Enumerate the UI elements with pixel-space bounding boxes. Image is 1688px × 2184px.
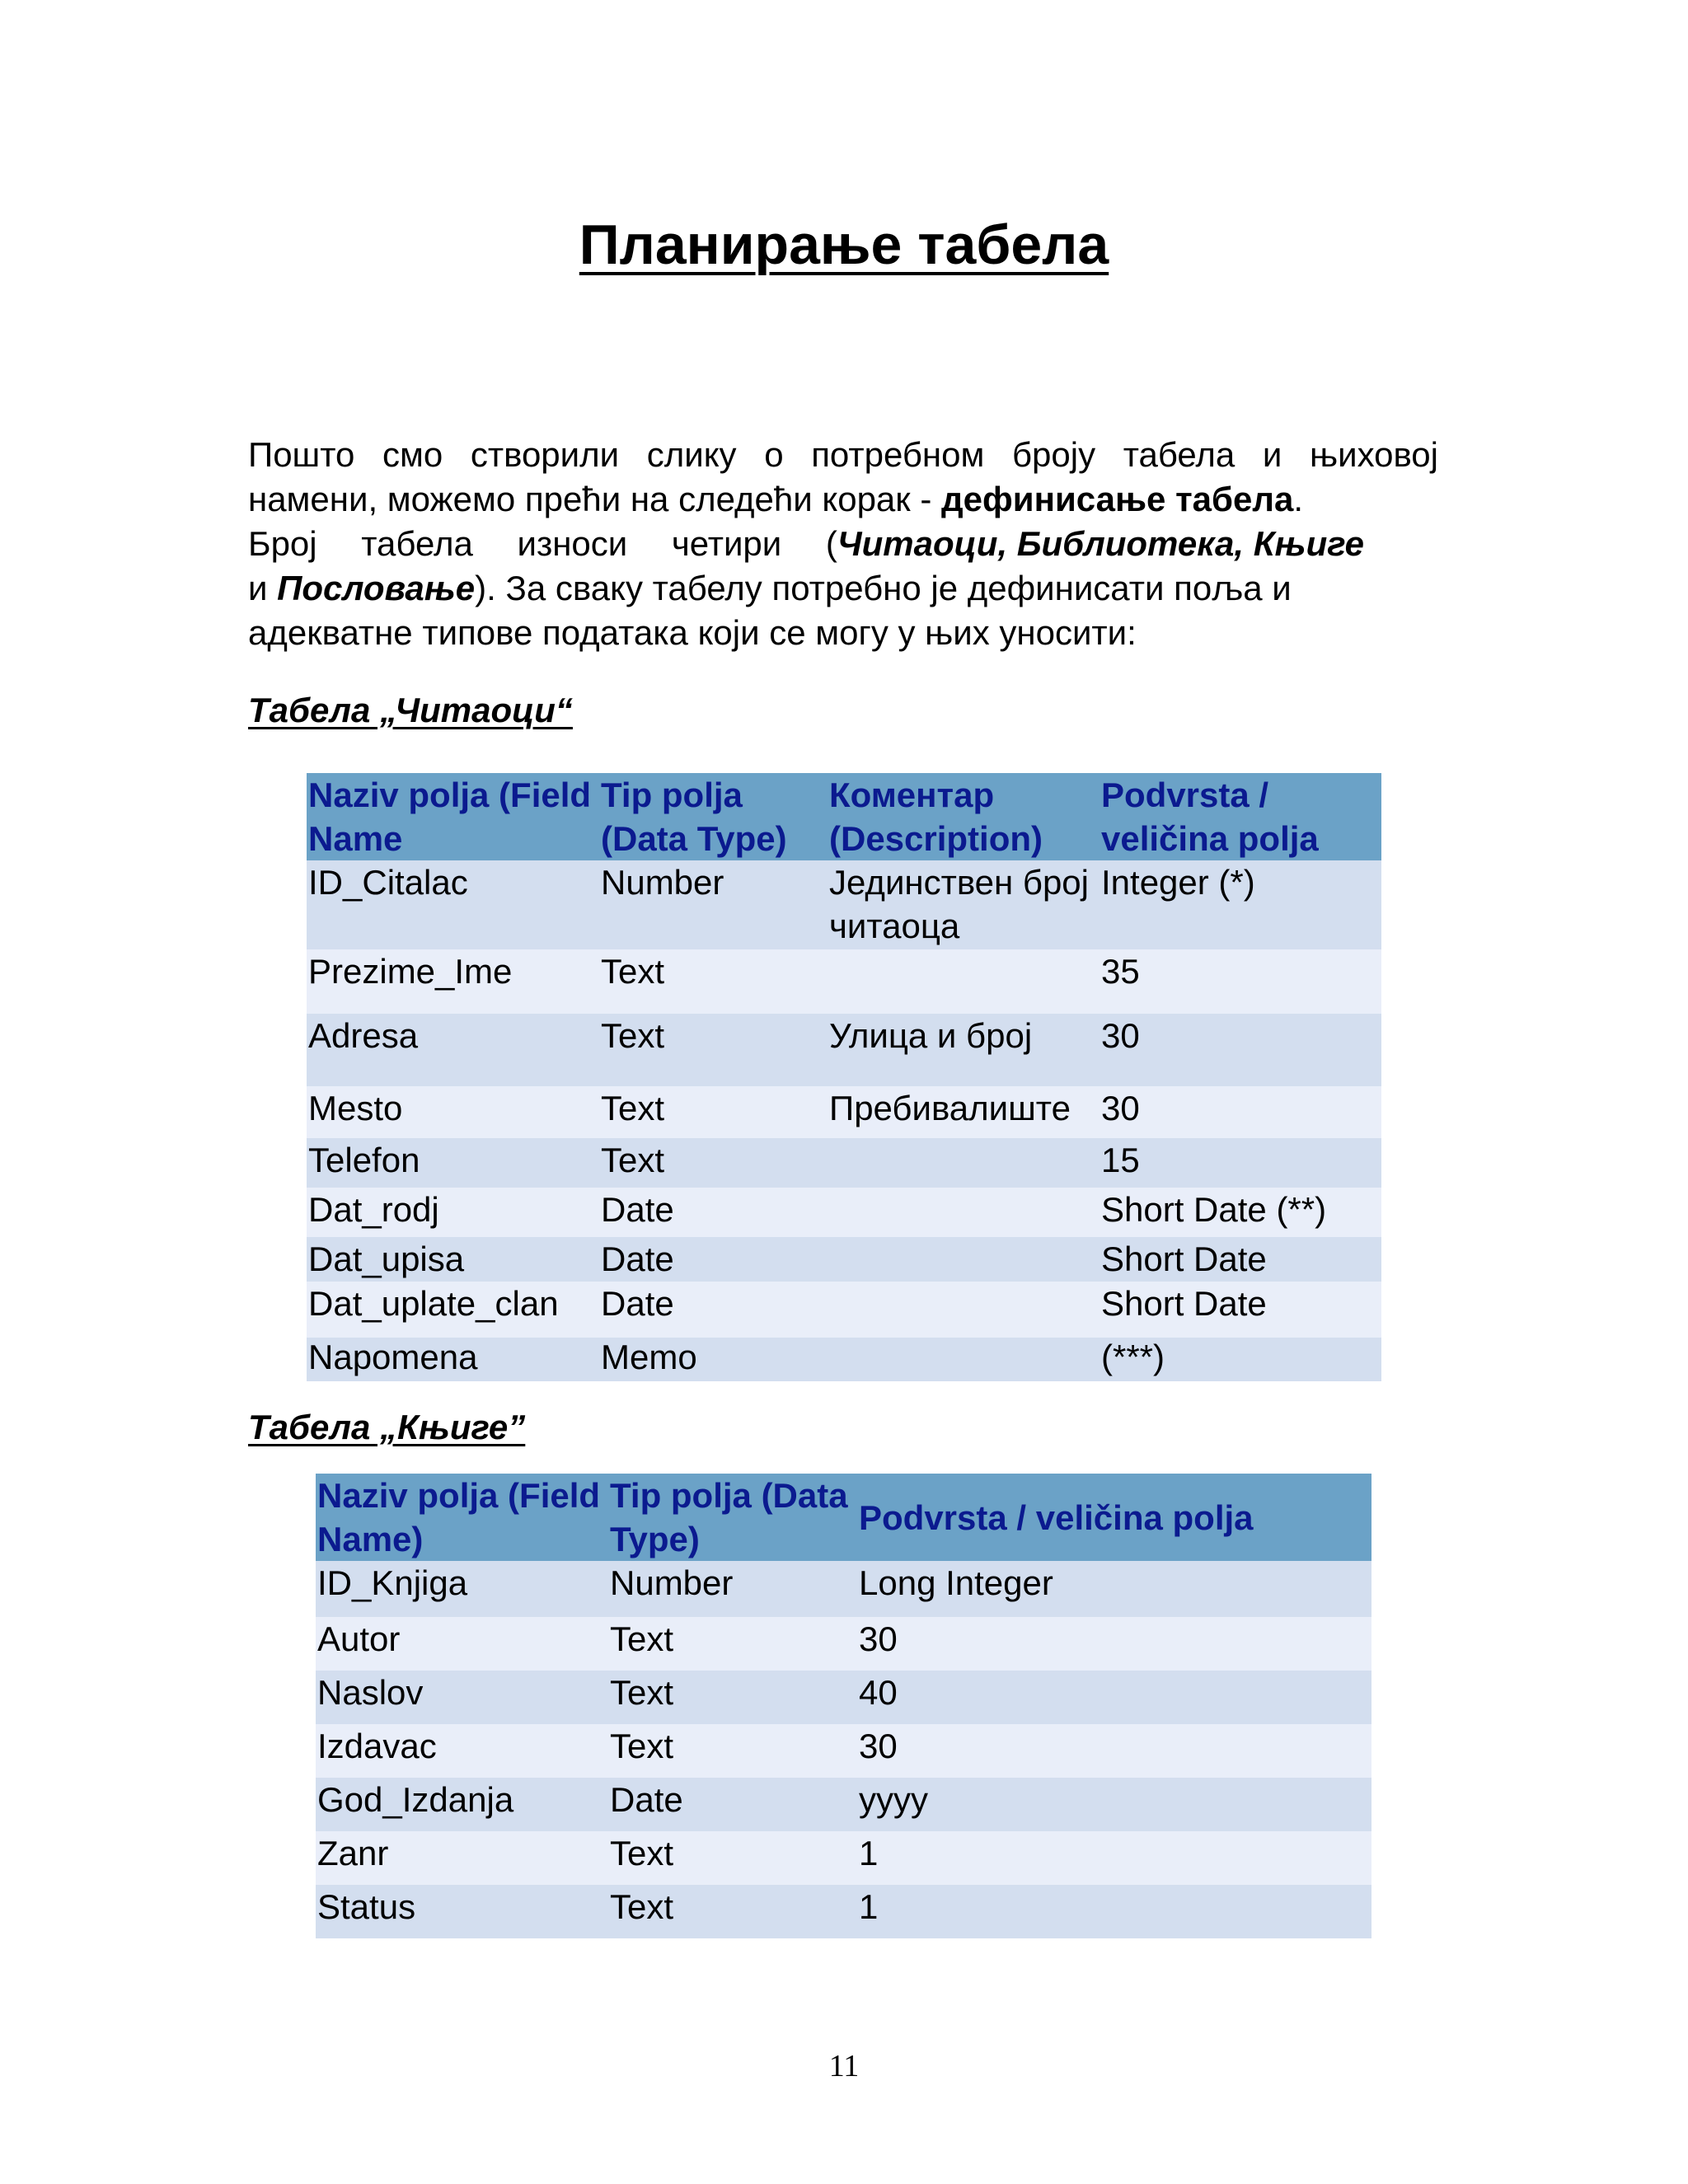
cell-description [828,1188,1100,1237]
table-row [316,1724,1372,1778]
table-row [316,1831,1372,1885]
intro-text: ). За сваку табелу потребно је дефинисати поља и [475,569,1292,607]
table-row [307,860,1381,949]
cell-size: 30 [857,1617,1372,1671]
readers-table [307,773,1381,1381]
table-row [316,1561,1372,1617]
cell-data-type: Text [599,1138,828,1188]
cell-field-name: Naslov [316,1671,608,1724]
table-row [316,1617,1372,1671]
cell-data-type: Text [608,1724,857,1778]
page-title: Планирање табела [579,213,1109,276]
cell-description: Улица и број [828,1014,1100,1086]
cell-data-type: Date [608,1778,857,1831]
cell-field-name: Mesto [307,1086,599,1138]
cell-data-type: Text [599,949,828,1014]
table-row [307,1086,1381,1138]
table-row [307,1138,1381,1188]
intro-text: и [248,569,278,607]
cell-field-name: God_Izdanja [316,1778,608,1831]
column-header-data-type: Tip polja (Data Type) [599,773,828,860]
table-header-row [316,1474,1372,1561]
cell-data-type: Text [608,1885,857,1938]
column-header-size: Podvrsta / veličina polja [857,1474,1372,1561]
cell-size: Integer (*) [1100,860,1381,949]
intro-line-5: адекватне типове података који се могу у њих уносити: [248,613,1137,652]
cell-field-name: ID_Citalac [307,860,599,949]
cell-size: Long Integer [857,1561,1372,1617]
column-header-data-type: Tip polja (Data Type) [608,1474,857,1561]
column-header-field-name: Naziv polja (Field Name [307,773,599,860]
column-header-size: Podvrsta / veličina polja [1100,773,1381,860]
cell-field-name: Autor [316,1617,608,1671]
intro-line-2 [248,477,1438,522]
intro-table-name-business: Пословање [277,569,476,607]
cell-size: Short Date (**) [1100,1188,1381,1237]
cell-data-type: Text [599,1086,828,1138]
intro-text: намени, можемо прећи на следећи корак - [248,480,941,518]
cell-size: 30 [857,1724,1372,1778]
intro-text: Број табела износи четири ( [248,524,837,563]
cell-description: Јединствен број читаоца [828,860,1100,949]
cell-field-name: Dat_uplate_clan [307,1282,599,1338]
cell-data-type: Date [599,1188,828,1237]
table-header-row [307,773,1381,860]
table-row [307,1338,1381,1381]
cell-size: 1 [857,1831,1372,1885]
cell-size: 1 [857,1885,1372,1938]
table-row [307,1188,1381,1237]
table-row [307,1014,1381,1086]
intro-text: . [1293,480,1304,518]
intro-line-3 [248,522,1438,566]
cell-size: Short Date [1100,1282,1381,1338]
cell-size: 30 [1100,1014,1381,1086]
cell-size: 35 [1100,949,1381,1014]
cell-field-name: Zanr [316,1831,608,1885]
cell-description [828,1338,1100,1381]
cell-size: 15 [1100,1138,1381,1188]
cell-field-name: ID_Knjiga [316,1561,608,1617]
books-table-heading: Табела „Књиге” [248,1408,526,1446]
cell-data-type: Number [599,860,828,949]
intro-line-1: Пошто смо створили слику о потребном броју табела и њиховој [248,435,1438,474]
cell-size: (***) [1100,1338,1381,1381]
cell-description [828,1282,1100,1338]
cell-description [828,949,1100,1014]
cell-field-name: Telefon [307,1138,599,1188]
page-number: 11 [828,2049,860,2083]
table-row [316,1671,1372,1724]
cell-data-type: Text [608,1671,857,1724]
cell-data-type: Text [608,1831,857,1885]
books-table [316,1474,1372,1938]
readers-table-heading: Табела „Читаоци“ [248,691,573,729]
intro-line-4 [248,566,1438,611]
cell-description [828,1138,1100,1188]
cell-description: Пребивалиште [828,1086,1100,1138]
cell-field-name: Dat_upisa [307,1237,599,1282]
cell-data-type: Memo [599,1338,828,1381]
cell-data-type: Text [608,1617,857,1671]
table-row [316,1885,1372,1938]
table-row [316,1778,1372,1831]
cell-size: Short Date [1100,1237,1381,1282]
cell-data-type: Date [599,1282,828,1338]
cell-field-name: Dat_rodj [307,1188,599,1237]
intro-emphasis: дефинисање табела [940,480,1294,518]
intro-table-names: Читаоци, Библиотека, Књиге [837,524,1364,563]
cell-data-type: Date [599,1237,828,1282]
cell-data-type: Number [608,1561,857,1617]
cell-field-name: Status [316,1885,608,1938]
table-row [307,949,1381,1014]
cell-size: 40 [857,1671,1372,1724]
cell-field-name: Prezime_Ime [307,949,599,1014]
cell-field-name: Adresa [307,1014,599,1086]
intro-paragraph [248,433,1438,655]
table-row [307,1237,1381,1282]
cell-description [828,1237,1100,1282]
cell-data-type: Text [599,1014,828,1086]
cell-field-name: Izdavac [316,1724,608,1778]
cell-field-name: Napomena [307,1338,599,1381]
cell-size: 30 [1100,1086,1381,1138]
column-header-field-name: Naziv polja (Field Name) [316,1474,608,1561]
table-row [307,1282,1381,1338]
cell-size: yyyy [857,1778,1372,1831]
column-header-description: Коментар (Description) [828,773,1100,860]
